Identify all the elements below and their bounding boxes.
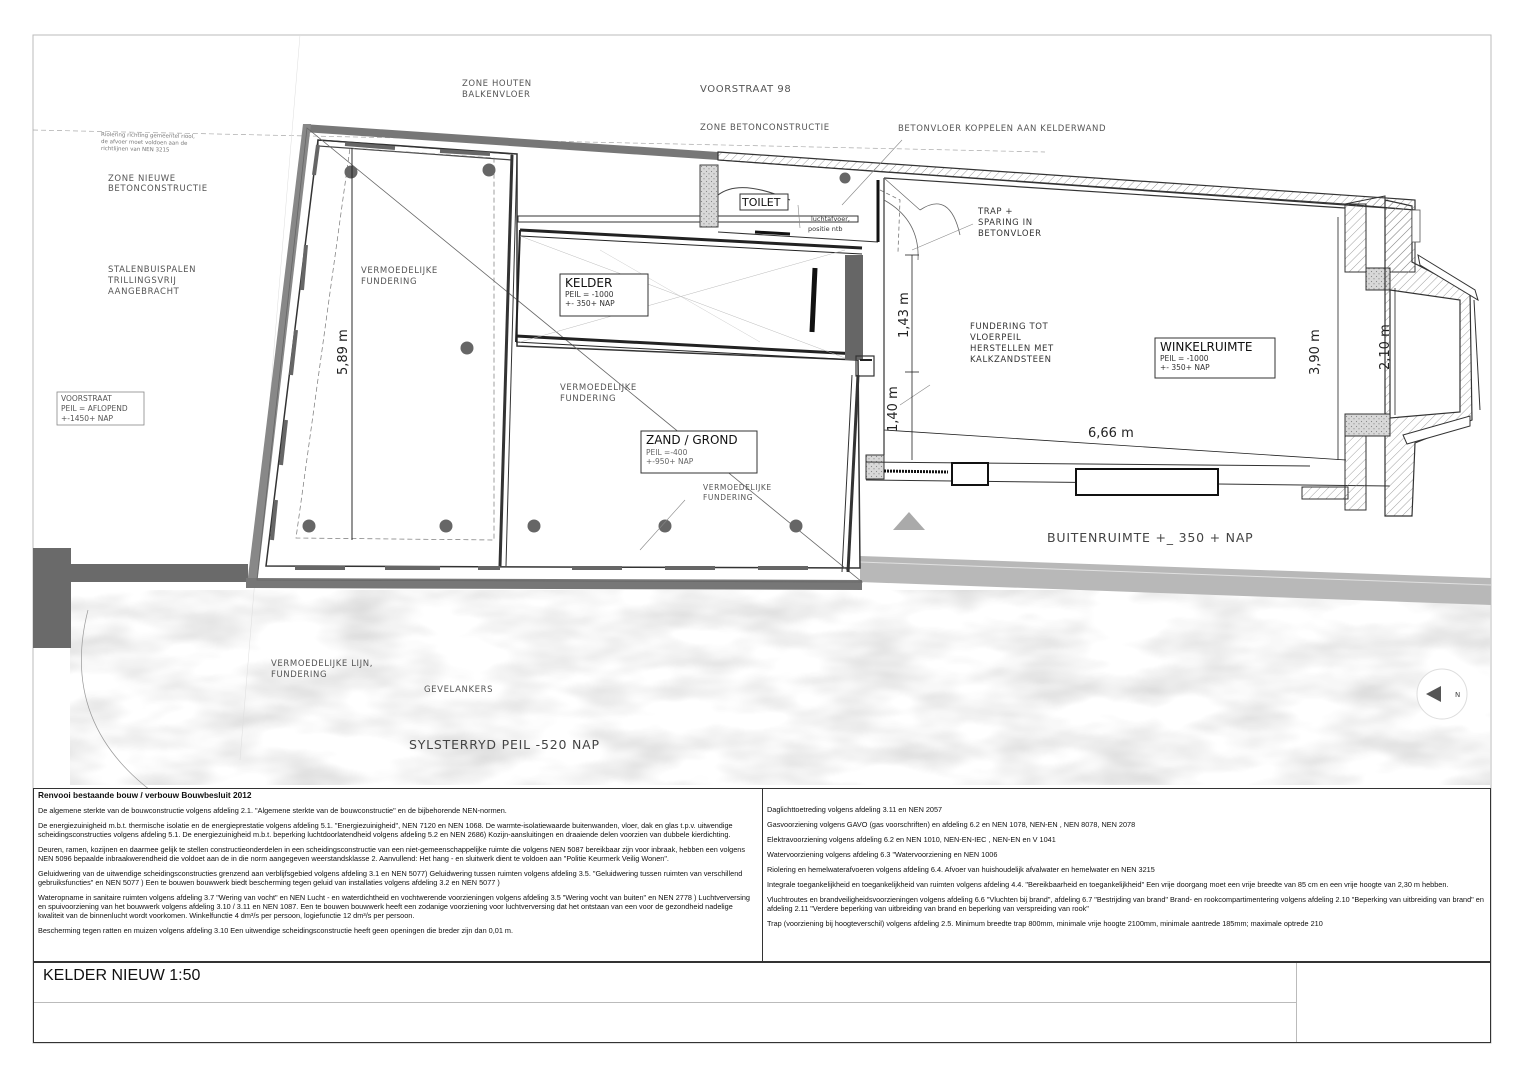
dim-589: 5,89 m xyxy=(336,329,351,375)
dim-140: 1,40 m xyxy=(886,386,901,432)
trap-label-3: BETONVLOER xyxy=(978,229,1042,239)
lijn-label-2: FUNDERING xyxy=(271,670,328,680)
legend-item: Wateropname in sanitaire ruimten volgens afdeling 3.7 "Wering van vocht" en NEN Lucht - en waterdichtheid en vochtwerende voorzieningen volgens afdeling 3.5 "Wering vocht van buiten" en NEN 2778 ) Luchtverversing en spuivoorziening van het bouwwerk volgens afdeling 3.10 / 3.11 en NEN 1087. Een te bouwen bouwwerk heeft een zodanige voorziening voor luchtverversing dat het ontstaan van een voor de gezondheid nadelige kwaliteit van de binnenlucht wordt voorkomen. Winkelfunctie 4 dm³/s per persoon, logiefunctie 12 dm³/s per persoon. xyxy=(38,893,750,920)
street-texture xyxy=(70,590,1490,785)
fundering-label-1: VERMOEDELIJKE xyxy=(361,266,438,276)
zand-peil: PEIL =-400 xyxy=(646,448,688,457)
trap-label-1: TRAP + xyxy=(978,207,1014,217)
gevelankers-label: GEVELANKERS xyxy=(424,685,494,695)
fund-tot-label-1: FUNDERING TOT xyxy=(970,322,1049,332)
buitenruimte-label: BUITENRUIMTE +_ 350 + NAP xyxy=(1047,530,1254,545)
north-label: N xyxy=(1455,691,1461,699)
fundering-label-2: FUNDERING xyxy=(361,277,418,287)
riolering-note-1: Riolering richting gemeentel riool, xyxy=(100,132,196,141)
kelder-nap: +- 350+ NAP xyxy=(565,299,615,308)
voorstraat-label-3: +-1450+ NAP xyxy=(61,414,114,423)
luchtafvoer-label-1: luchtafvoer, xyxy=(811,215,850,223)
zone-houten-label-2: BALKENVLOER xyxy=(462,90,531,100)
fundering-c-label-2: FUNDERING xyxy=(703,493,754,502)
luchtafvoer-label-2: positie ntb xyxy=(808,225,843,233)
winkel-name: WINKELRUIMTE xyxy=(1160,340,1253,354)
fund-tot-label-4: KALKZANDSTEEN xyxy=(970,355,1052,365)
legend-item: Daglichttoetreding volgens afdeling 3.11 en NEN 2057 xyxy=(767,805,943,814)
legend-title: Renvooi bestaande bouw / verbouw Bouwbesluit 2012 xyxy=(38,790,252,800)
title-block xyxy=(33,962,1491,1043)
toilet-label: TOILET xyxy=(742,196,781,209)
winkel-nap: +- 350+ NAP xyxy=(1160,363,1210,372)
trap-label-2: SPARING IN xyxy=(978,218,1033,228)
winkel-peil: PEIL = -1000 xyxy=(1160,354,1209,363)
stalen-label-3: AANGEBRACHT xyxy=(108,287,180,297)
fundering-c-label-1: VERMOEDELIJKE xyxy=(703,483,772,492)
neighbour-wall xyxy=(33,548,71,648)
legend-item: Deuren, ramen, kozijnen en daarmee gelijk te stellen constructieonderdelen in een scheidingsconstructie van een niet-gemeenschappelijke ruimte die volgens NEN 5087 bereikbaar zijn voor inbraak, hebben een volgens NEN 5096 bepaalde inbraakwerendheid die voldoet aan de in die norm aangegeven weerstandsklasse 2. Aanvullend: Het hang - en sluitwerk dient te voldoen aan "Politie Keurmerk Veilig Wonen". xyxy=(38,845,746,863)
legend-item: Trap (voorziening bij hoogteverschil) volgens afdeling 2.5. Minimum breedte trap 800mm, minimale vrije hoogte 2100mm, minimale aantrede 185mm; maximale optrede 210 xyxy=(767,919,1323,928)
sylsterryd-label: SYLSTERRYD PEIL -520 NAP xyxy=(409,737,600,752)
legend-item: De algemene sterkte van de bouwconstructie volgens afdeling 2.1. "Algemene sterkte van de bouwconstructie" en de bijbehorende NEN-normen. xyxy=(38,806,507,815)
legend-item: Riolering en hemelwaterafvoeren volgens afdeling 6.4. Afvoer van huishoudelijk afvalwater en hemelwater en NEN 3215 xyxy=(767,865,1155,874)
lijn-label-1: VERMOEDELIJKE LIJN, xyxy=(271,659,374,669)
shop-walls xyxy=(718,152,1480,516)
dim-210: 2,10 m xyxy=(1378,324,1393,370)
drawing-title: KELDER NIEUW 1:50 xyxy=(43,967,201,984)
zand-name: ZAND / GROND xyxy=(646,433,738,447)
legend-item: Integrale toegankelijkheid en toegankelijkheid van ruimten volgens afdeling 4.4. "Bereikbaarheid en toegankelijkheid" Een vrije doorgang moet een vrije breedte van 85 cm en een vrije hoogte van 2,30 m hebben. xyxy=(767,880,1449,889)
stalen-label-1: STALENBUISPALEN xyxy=(108,265,197,275)
dim-390: 3,90 m xyxy=(1308,329,1323,375)
title-divider-vertical xyxy=(1296,963,1297,1042)
entrance-triangle xyxy=(893,512,925,530)
riolering-note-2: de afvoer moet voldoen aan de xyxy=(100,139,188,147)
dim-143: 1,43 m xyxy=(897,292,912,338)
dim-666: 6,66 m xyxy=(1088,426,1134,441)
legend-item: Vluchtroutes en brandveiligheidsvoorzieningen volgens afdeling 6.6 "Vluchten bij brand", afdeling 6.7 "Bestrijding van brand" Brand- en rookcompartimentering volgens afdeling 2.10 "Beperking van uitbreiding van brand" en afdeling 2.11 "Verdere beperking van uitbreiding van brand en beperking van verspreiding van rook" xyxy=(767,895,1484,913)
zone-nieuwe-label: ZONE NIEUWE xyxy=(108,174,176,184)
legend-item: Watervoorziening volgens afdeling 6.3 "Watervoorziening en NEN 1006 xyxy=(767,850,998,859)
legend-table xyxy=(33,788,1491,962)
stalen-label-2: TRILLINGSVRIJ xyxy=(108,276,177,286)
legend-item: Bescherming tegen ratten en muizen volgens afdeling 3.10 Een uitwendige scheidingsconstructie heeft geen openingen die breder zijn dan 0,01 m. xyxy=(38,926,514,935)
fund-tot-label-2: VLOERPEIL xyxy=(970,333,1022,343)
zone-nieuwe-label-2: BETONCONSTRUCTIE xyxy=(108,184,208,194)
fundering-b-label-2: FUNDERING xyxy=(560,394,617,404)
stair-outline xyxy=(880,190,900,252)
legend-item: Elektravoorziening volgens afdeling 6.2 en NEN 1010, NEN-EN-IEC , NEN-EN en V 1041 xyxy=(767,835,1056,844)
zand-nap: +-950+ NAP xyxy=(646,457,694,466)
neighbour-wall-arm xyxy=(70,564,248,582)
betonvloer-label: BETONVLOER KOPPELEN AAN KELDERWAND xyxy=(898,124,1107,134)
voorstraat98-label: VOORSTRAAT 98 xyxy=(700,84,792,95)
legend-item: Gasvoorziening volgens GAVO (gas voorschriften) en afdeling 6.2 en NEN 1078, NEN-EN , NEN 8078, NEN 2078 xyxy=(767,820,1136,829)
title-divider xyxy=(34,1002,1296,1003)
north-arrow xyxy=(1417,669,1467,719)
legend-item: De energiezuinigheid m.b.t. thermische isolatie en de energieprestatie volgens afdeling 5.1. "Energiezuinigheid", NEN 7120 en NEN 1068. De warmte-isolatiewaarde buitenwanden, vloer, dak en glas t.p.v. uitwendige scheidingsconstructies volgens afdeling 5.1. De energiezuinigheid m.b.t. beperking luchtdoorlatendheid volgens afdeling 5.2 en NEN 2686) Kozijn-aansluitingen en draaiende delen voorzien van dubbele kierdichting. xyxy=(38,821,733,839)
fund-tot-label-3: HERSTELLEN MET xyxy=(970,344,1054,354)
zone-beton-label: ZONE BETONCONSTRUCTIE xyxy=(700,123,830,133)
zone-houten-label: ZONE HOUTEN xyxy=(462,79,532,89)
kelder-peil: PEIL = -1000 xyxy=(565,290,614,299)
toilet-block xyxy=(700,165,878,242)
legend-left-column xyxy=(34,789,763,961)
legend-right-column xyxy=(763,789,1490,961)
legend-item: Geluidwering van de uitwendige scheidingsconstructies grenzend aan verblijfsgebied volgens afdeling 3.1 en NEN 5077) Geluidwering tussen ruimten volgens afdeling 3.5. "Geluidwering tussen ruimten van verschillend gebruiksfuncties" en NEN 5077 ) Een te bouwen bouwwerk biedt bescherming tegen geluid van installaties volgens afdeling 3.2 en NEN 5077 ) xyxy=(38,869,743,887)
voorstraat-label-1: VOORSTRAAT xyxy=(61,394,112,403)
kelder-name: KELDER xyxy=(565,276,613,290)
voorstraat-label-2: PEIL = AFLOPEND xyxy=(61,404,128,413)
riolering-note-3: richtlijnen van NEN 3215 xyxy=(100,146,170,154)
fundering-b-label-1: VERMOEDELIJKE xyxy=(560,383,637,393)
